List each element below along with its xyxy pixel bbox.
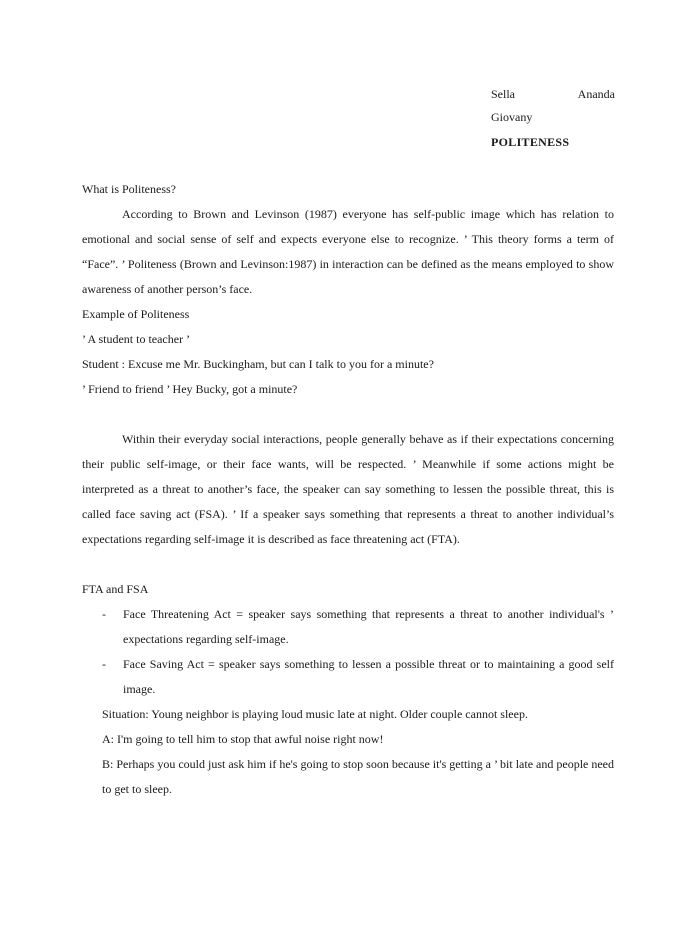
dialogue-line-a: A: I'm going to tell him to stop that awful noise right now! <box>102 732 384 746</box>
paragraph-face-wants: Within their everyday social interactions, people generally behave as if their expectations concerning their public self-image, or their face wants, will be respected. ’ Meanwhile if some actions might be interpreted as a threat to another’s face, the speaker can say something to lessen the possible threat, this is called face saving act (FSA). ’ If a speaker says something that represents a threat to another individual’s expectations regarding self-image it is described as face threatening act (FTA). <box>82 432 614 546</box>
section-heading-fta-fsa: FTA and FSA <box>82 582 149 596</box>
example-heading: Example of Politeness <box>82 307 190 321</box>
example-line: ’ Friend to friend ’ Hey Bucky, got a minute? <box>82 382 298 396</box>
list-item <box>82 602 614 652</box>
document-title: POLITENESS <box>491 135 570 149</box>
spacer <box>82 402 614 427</box>
paragraph-definition: According to Brown and Levinson (1987) everyone has self-public image which has relation to emotional and social sense of self and expects everyone else to recognize. ’ This theory forms a term of “Face”. ’ Politeness (Brown and Levinson:1987) in interaction can be defined as the means employed to show awareness of another person’s face. <box>82 207 614 296</box>
list-dash: - <box>102 607 106 621</box>
author-middle-name: Ananda <box>577 87 615 101</box>
fta-fsa-list <box>82 602 614 702</box>
author-last-name: Giovany <box>491 110 533 124</box>
list-item-text: Face Threatening Act = speaker says something that represents a threat to another individual's ’ expectations regarding self-image. <box>123 607 614 646</box>
example-line: ’ A student to teacher ’ <box>82 332 191 346</box>
situation-line: Situation: Young neighbor is playing loud music late at night. Older couple cannot sleep. <box>102 707 528 721</box>
list-item-text: Face Saving Act = speaker says something to lessen a possible threat or to maintaining a good self image. <box>123 657 614 696</box>
example-line: Student : Excuse me Mr. Buckingham, but can I talk to you for a minute? <box>82 357 434 371</box>
author-first-name: Sella <box>491 87 515 101</box>
spacer <box>82 552 614 577</box>
list-dash: - <box>102 657 106 671</box>
dialogue-line-b: B: Perhaps you could just ask him if he's going to stop soon because it's getting a ’ bit late and people need to get to sleep. <box>102 757 615 796</box>
list-item <box>82 652 614 702</box>
section-heading-politeness: What is Politeness? <box>82 182 176 196</box>
document-body <box>82 177 614 802</box>
author-name-line <box>491 83 615 106</box>
author-block <box>491 83 615 155</box>
